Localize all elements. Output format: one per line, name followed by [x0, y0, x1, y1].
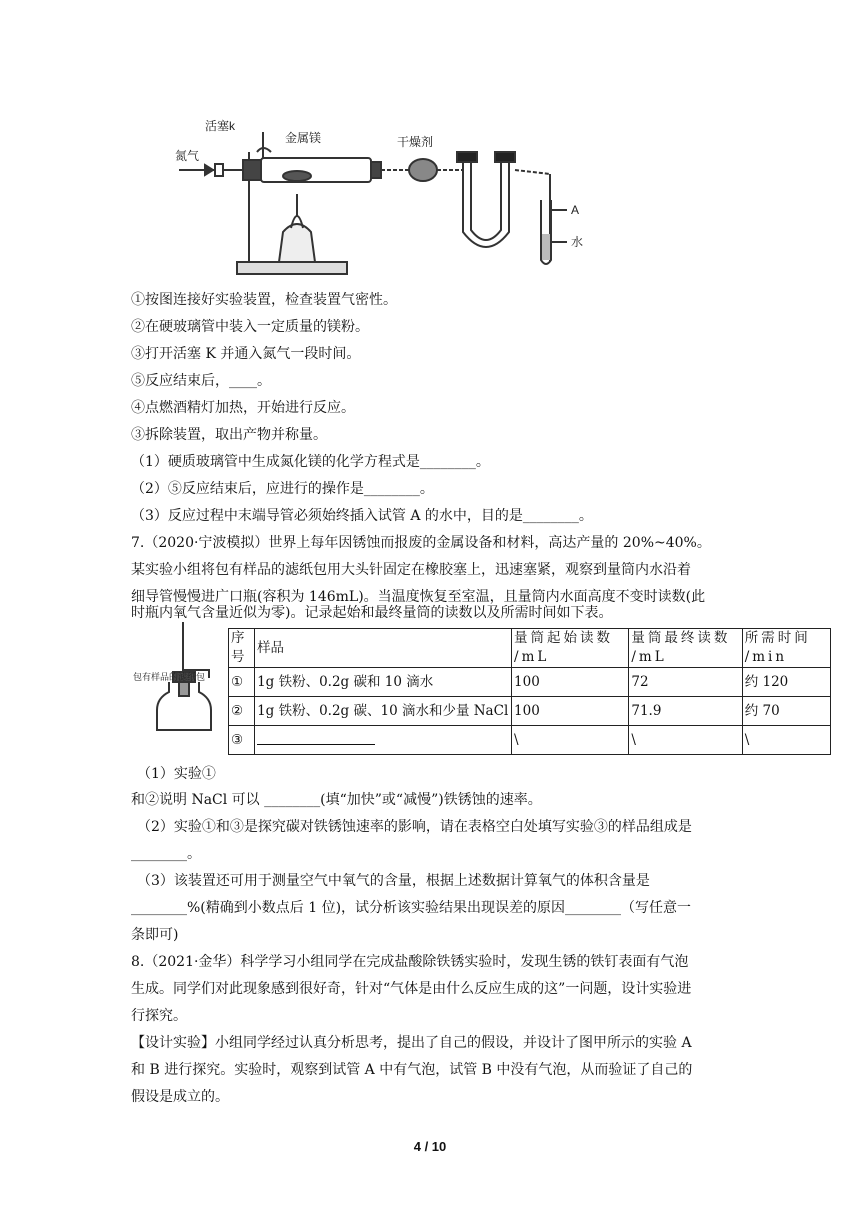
- table-cell: \: [629, 726, 742, 755]
- table-cell: 71.9: [629, 697, 742, 726]
- label-desiccant: 干燥剂: [397, 135, 434, 149]
- table-cell: \: [742, 726, 830, 755]
- q7-intro-3: 细导管慢慢进广口瓶(容积为 146mL)。当温度恢复至室温，且量筒内水面高度不变时读数(此: [131, 589, 706, 605]
- table-row: [229, 697, 831, 726]
- table-cell: 100: [512, 668, 629, 697]
- q7-sub-2b: ________。: [131, 846, 201, 862]
- step-5: ⑤反应结束后，____。: [131, 373, 271, 389]
- answer-blank-cell[interactable]: [255, 726, 512, 755]
- q7-sub-1b: 和②说明 NaCl 可以 ________(填“加快”或“减慢”)铁锈蚀的速率。: [131, 792, 542, 808]
- table-row: [229, 726, 831, 755]
- q7-intro-4: 时瓶内氧气含量近似为零)。记录起始和最终量筒的读数以及所需时间如下表。: [131, 605, 613, 621]
- q7-sub-2a: （2）实验①和③是探究碳对铁锈蚀速率的影响，请在表格空白处填写实验③的样品组成是: [137, 819, 692, 835]
- header-cell: 样品: [255, 629, 512, 668]
- table-cell: 100: [512, 697, 629, 726]
- table-cell: ③: [229, 726, 255, 755]
- table-cell: 约 120: [742, 668, 830, 697]
- label-nitrogen: 氮气: [175, 149, 200, 163]
- q6-sub-1: （1）硬质玻璃管中生成氮化镁的化学方程式是________。: [131, 454, 490, 470]
- q8-line-1: 8.（2021·金华）科学学习小组同学在完成盐酸除铁锈实验时，发现生锈的铁钉表面有气泡: [131, 954, 689, 970]
- apparatus-figure: [165, 112, 613, 280]
- page-number: 4 / 10: [413, 1139, 447, 1154]
- header-cell: 量筒最终读数 /mL: [629, 629, 742, 668]
- q7-intro-2: 某实验小组将包有样品的滤纸包用大头针固定在橡胶塞上，迅速塞紧，观察到量筒内水沿着: [131, 562, 691, 578]
- experiment-table: [228, 628, 831, 755]
- flask-figure: [131, 618, 219, 736]
- q6-sub-3: （3）反应过程中末端导管必须始终插入试管 A 的水中，目的是________。: [131, 508, 593, 524]
- q7-intro-1: 7.（2020·宁波模拟）世界上每年因锈蚀而报废的金属设备和材料，高达产量的 20%~40%。: [131, 535, 711, 551]
- label-water: 水: [571, 235, 584, 249]
- q6-sub-2: （2）⑤反应结束后，应进行的操作是________。: [131, 481, 434, 497]
- table-cell: ②: [229, 697, 255, 726]
- table-cell: 1g 铁粉、0.2g 碳和 10 滴水: [255, 668, 512, 697]
- label-tube-a: A: [571, 203, 580, 217]
- q7-sub-1a: （1）实验①: [137, 766, 216, 782]
- table-cell: 72: [629, 668, 742, 697]
- q7-sub-3a: （3）该装置还可用于测量空气中氧气的含量，根据上述数据计算氧气的体积含量是: [137, 873, 650, 889]
- step-2: ②在硬玻璃管中装入一定质量的镁粉。: [131, 319, 369, 335]
- label-valve-k: 活塞k: [205, 119, 236, 133]
- table-cell: \: [512, 726, 629, 755]
- q7-sub-3b: ________%(精确到小数点后 1 位)，试分析该实验结果出现误差的原因________（写任意一: [131, 900, 692, 916]
- header-cell: 所需时间 /min: [742, 629, 830, 668]
- table-cell: 1g 铁粉、0.2g 碳、10 滴水和少量 NaCl: [255, 697, 512, 726]
- q8-line-3: 行探究。: [131, 1008, 187, 1024]
- table-cell: 约 70: [742, 697, 830, 726]
- step-6: ③拆除装置，取出产物并称量。: [131, 427, 327, 443]
- label-magnesium: 金属镁: [285, 131, 322, 145]
- header-cell: 量筒起始读数 /mL: [512, 629, 629, 668]
- q7-sub-3c: 条即可): [131, 927, 179, 943]
- table-row: [229, 668, 831, 697]
- q8-line-5: 和 B 进行探究。实验时，观察到试管 A 中有气泡，试管 B 中没有气泡，从而验证了自己的: [131, 1062, 693, 1078]
- table-cell: ①: [229, 668, 255, 697]
- q8-line-4: 【设计实验】小组同学经过认真分析思考，提出了自己的假设，并设计了图甲所示的实验 A: [131, 1035, 692, 1051]
- step-3: ③打开活塞 K 并通入氮气一段时间。: [131, 346, 361, 362]
- step-1: ①按图连接好实验装置，检查装置气密性。: [131, 292, 397, 308]
- table-header-row: [229, 629, 831, 668]
- step-4: ④点燃酒精灯加热，开始进行反应。: [131, 400, 355, 416]
- q8-line-6: 假设是成立的。: [131, 1089, 229, 1105]
- label-sample-pack: 包有样品的滤纸包: [133, 672, 206, 682]
- q8-line-2: 生成。同学们对此现象感到很好奇，针对“气体是由什么反应生成的这”一问题，设计实验进: [131, 981, 692, 997]
- header-cell: 序 号: [229, 629, 255, 668]
